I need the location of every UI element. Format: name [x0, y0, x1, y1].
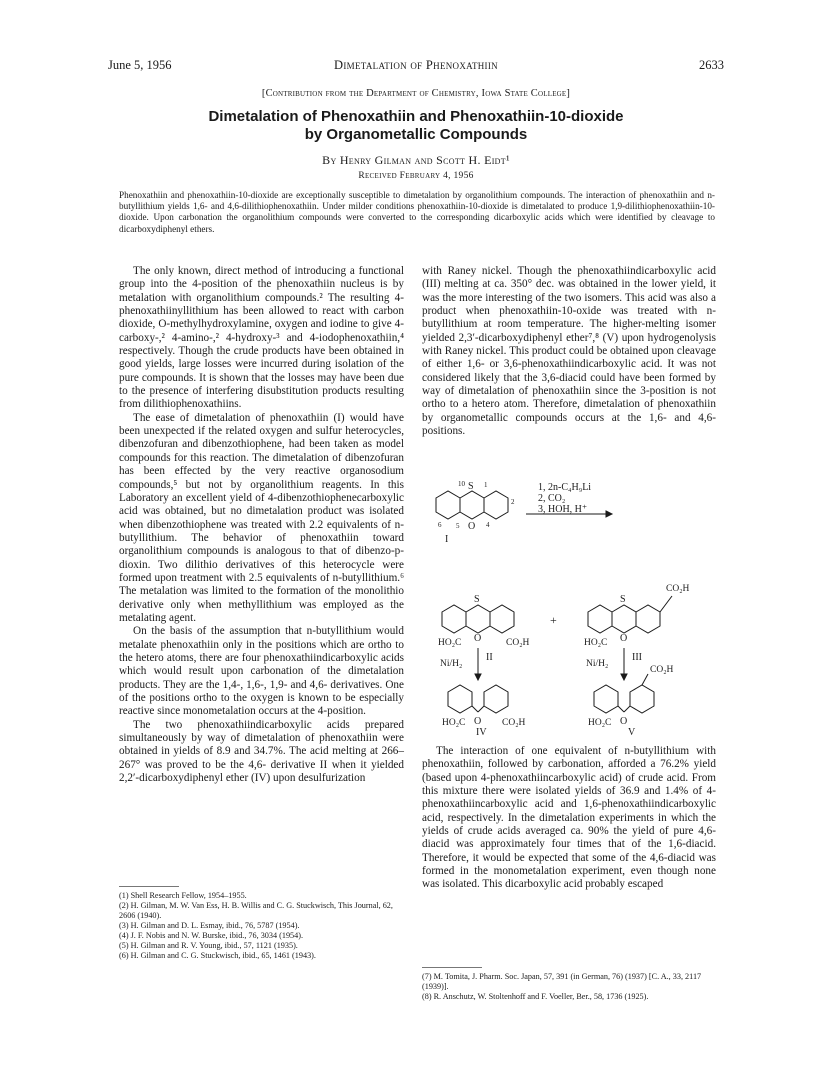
footnotes-left: [119, 891, 404, 961]
reagent-step-3: 3, HOH, H⁺: [538, 504, 588, 515]
body-paragraph: with Raney nickel. Though the phenoxathiindicarboxylic acid (III) melting at ca. 350° dec. was obtained in the lower yield, it was the more interesting of the two isomers. This acid was also a product when phenoxathiin-10-oxide was treated with n-butyllithium at room temperature. The higher-melting isomer yielded 2,3′-dicarboxydiphenyl ether⁷,⁸ (V) upon hydrogenolysis with Raney nickel. This product could be obtained upon cleavage of either 1,6- or 3,6-phenoxathiindicarboxylic acid. It was not considered likely that the 3,6-diacid could have been formed by way of dimetalation of phenoxathiin since the 3-position is not ortho to a hetero atom. Therefore, dimetalation of phenoxathiin by organometallic compounds occurs at the 1,6- and 4,6-positions.: [422, 265, 716, 438]
header-page-number: 2633: [699, 58, 724, 72]
atom-s-label: S: [474, 594, 480, 605]
position-label: 2: [511, 498, 515, 506]
footnote: (5) H. Gilman and R. V. Young, ibid., 57, 1121 (1935).: [119, 941, 298, 950]
substituent-label: CO₂H: [666, 584, 690, 594]
body-paragraph: On the basis of the assumption that n-butyllithium would metalate phenoxathiin only in the positions which are ortho to the hetero atoms, there are four phenoxathiindicarboxylic acids which would result upon carbonation of the dimetalation products. They are the 1,4-, 1,6-, 1,9- and 4,6- derivatives. One of the positions ortho to the oxygen is known to be especially reactive since monometalation occurs at the 4-position.: [119, 625, 404, 718]
position-label: 6: [438, 521, 442, 529]
article-title: [108, 108, 724, 144]
compound-label-ii: II: [486, 652, 493, 663]
footnotes-right: [422, 972, 716, 1002]
compound-label-iii: III: [632, 652, 642, 663]
substituent-label: HO₂C: [442, 718, 466, 728]
substituent-label: HO₂C: [588, 718, 612, 728]
position-label: 5: [456, 522, 460, 530]
title-line-1: Dimetalation of Phenoxathiin and Phenoxathiin-10-dioxide: [208, 108, 624, 125]
reagent-step-2: 2, CO₂: [538, 493, 566, 504]
received-date: Received February 4, 1956: [358, 171, 474, 181]
atom-s-label: S: [620, 594, 626, 605]
footnote: (7) M. Tomita, J. Pharm. Soc. Japan, 57, 391 (in German, 76) (1937) [C. A., 33, 2117 (1939)].: [422, 972, 702, 991]
compound-label-i: I: [445, 534, 449, 545]
reagent-step-1: 1, 2n-C₄H₉Li: [538, 482, 592, 493]
reaction-scheme-svg: [422, 478, 716, 736]
right-column-bottom: [422, 745, 716, 892]
footnote: (3) H. Gilman and D. L. Esmay, ibid., 76, 5787 (1954).: [119, 921, 300, 930]
right-column-top: [422, 265, 716, 438]
position-label: 1: [484, 481, 488, 489]
footnote: (8) R. Anschutz, W. Stoltenhoff and F. Voeller, Ber., 58, 1736 (1925).: [422, 992, 649, 1001]
substituent-label: CO₂H: [502, 718, 526, 728]
substituent-label: CO₂H: [506, 638, 530, 648]
footnote: (1) Shell Research Fellow, 1954–1955.: [119, 891, 247, 900]
authors: By Henry Gilman and Scott H. Eidt¹: [322, 153, 510, 167]
atom-o-label: O: [468, 521, 476, 532]
compound-label-iv: IV: [476, 727, 487, 736]
substituent-label: CO₂H: [650, 665, 674, 675]
position-label: 10: [458, 480, 465, 488]
condition-label: Ni/H₂: [586, 659, 609, 669]
position-label: 4: [486, 521, 490, 529]
reaction-scheme: [422, 478, 716, 736]
footnote: (2) H. Gilman, M. W. Van Ess, H. B. Willis and C. G. Stuckwisch, This Journal, 62, 2606 (1940).: [119, 901, 393, 920]
body-paragraph: The interaction of one equivalent of n-butyllithium with phenoxathiin, followed by carbonation, afforded a 76.2% yield (based upon 4-phenoxathiincarboxylic acid) of crude acid. From this mixture there were isolated yields of 36.9 and 1.4% of 4-phenoxathiincarboxylic acid and 1,6-phenoxathiindicarboxylic acid, respectively. In the dimetalation experiments in which the yields of crude acids averaged ca. 90% the yield of pure 4,6-diacid was approximately four times that of the 1,6-diacid. Therefore, it would be expected that some of the 4,6-diacid was formed in the monometalation experiment, even though none was isolated. This dicarboxylic acid probably escaped: [422, 745, 716, 891]
atom-o-label: O: [474, 716, 482, 727]
body-paragraph: The only known, direct method of introducing a functional group into the 4-position of the phenoxathiin nucleus is by metalation with organolithium compounds.² The resulting 4-phenoxathiinyllithium has been allowed to react with carbon dioxide, O-methylhydroxylamine, oxygen and iodine to give 4-carboxy-,² 4-amino-,² 4-hydroxy-³ and 4-iodophenoxathiin,⁴ respectively. Though the crude products have been obtained in good yields, large losses were incurred during isolation of the pure compounds. It is shown that the losses may have been due to the presence of interfering disubstitution products resulting from dilithiophenoxathiins.: [119, 265, 404, 411]
compound-label-v: V: [628, 727, 636, 736]
atom-o-label: O: [620, 716, 628, 727]
contribution-line: [Contribution from the Department of Chemistry, Iowa State College]: [261, 88, 571, 99]
atom-o-label: O: [620, 633, 628, 644]
footnote-divider: [119, 886, 179, 887]
atom-s-label: S: [468, 481, 474, 492]
condition-label: Ni/H₂: [440, 659, 463, 669]
body-paragraph: The ease of dimetalation of phenoxathiin (I) would have been unexpected if the related oxygen and sulfur heterocycles, dibenzofuran and dibenzothiophene, had been taken as model compounds for this reaction. The dimetalation of dibenzofuran has been effected by the very reactive organosodium compounds,⁵ but not by organolithium reagents. In this Laboratory an excellent yield of 4-dibenzothiophenecarboxylic acid was obtained, but no dimetalation product was isolated when dibenzothiophene was treated with 2.2 equivalents of n-butyllithium. The behavior of phenoxathiin toward organolithium compounds is analogous to that of dibenzo-p-dioxin. Two dilithio derivatives of this heterocycle were formed upon treatment with 2.5 equivalents of n-butyllithium.⁶ The metalation was limited to the formation of the monolithio derivative only when methyllithium was employed as the metalating agent.: [119, 411, 404, 624]
header-date: June 5, 1956: [108, 58, 172, 72]
footnote-divider: [422, 967, 482, 968]
title-line-2: by Organometallic Compounds: [304, 126, 528, 143]
body-paragraph: The two phenoxathiindicarboxylic acids prepared simultaneously by way of dimetalation of phenoxathiin were obtained in yields of 8.9 and 34.7%. The acid melting at 266–267° was proved to be the 4,6- derivative II when it yielded 2,2′-dicarboxydiphenyl ether (IV) upon desulfurization: [119, 718, 404, 785]
plus-sign: +: [550, 613, 557, 627]
footnote: (6) H. Gilman and C. G. Stuckwisch, ibid., 65, 1461 (1943).: [119, 951, 316, 960]
left-column: [119, 265, 404, 785]
footnote: (4) J. F. Nobis and N. W. Burske, ibid., 76, 3034 (1954).: [119, 931, 304, 940]
header-running-title: Dimetalation of Phenoxathiin: [334, 58, 498, 72]
substituent-label: HO₂C: [584, 638, 608, 648]
substituent-label: HO₂C: [438, 638, 462, 648]
atom-o-label: O: [474, 633, 482, 644]
abstract: Phenoxathiin and phenoxathiin-10-dioxide are exceptionally susceptible to dimetalation by organolithium compounds. The interaction of phenoxathiin and n-butyllithium yields 1,6- and 4,6-dilithiophenoxathiin. Under milder conditions phenoxathiin-10-dioxide is dimetalated to produce 1,9-dilithiophenoxathiin-10-dioxide. Upon carbonation the organolithium compounds were converted to the corresponding dicarboxylic acids which were identified by cleavage to dicarboxydiphenyl ethers.: [119, 190, 715, 234]
